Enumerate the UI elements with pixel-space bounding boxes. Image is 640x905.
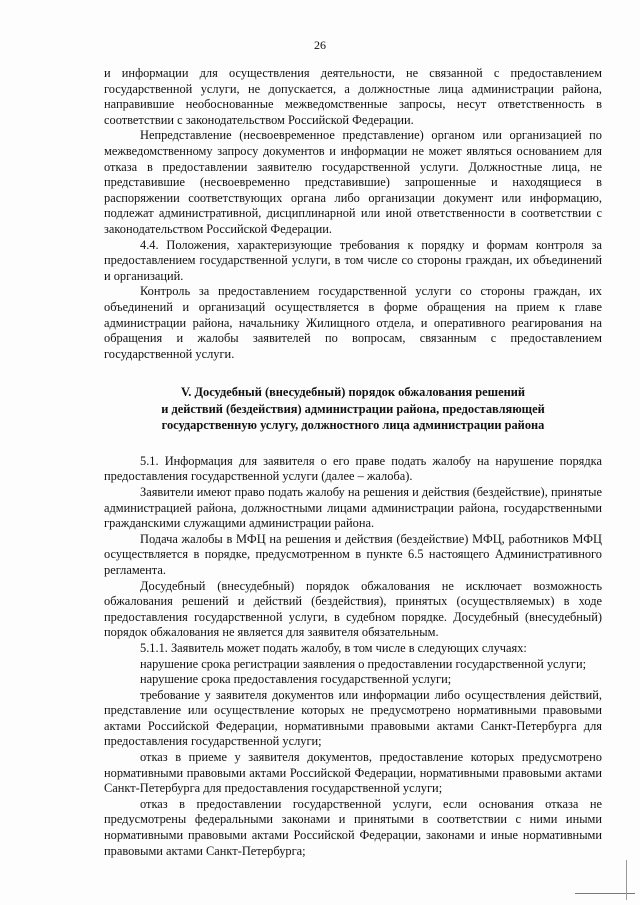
page-number: 26 (314, 38, 326, 52)
paragraph-clause-4-4: 4.4. Положения, характеризующие требования к порядку и формам контроля за предоставлением государственной услуги, в том числе со стороны граждан, их объединений и организаций. (104, 237, 602, 283)
section-heading-line: государственную услугу, должностного лица администрации района (161, 418, 545, 433)
paragraph: Подача жалобы в МФЦ на решения и действия (бездействие) МФЦ, работников МФЦ осуществляется в порядке, предусмотренном в пункте 6.5 настоящего Административного регламента. (104, 531, 602, 577)
section-heading (104, 384, 602, 434)
section-heading-line: и действий (бездействия) администрации района, предоставляющей (161, 401, 545, 416)
list-item: требование у заявителя документов или информации либо осуществления действий, представление или осуществление которых не предусмотрено нормативными правовыми актами Российской Федерации, нормативными правовыми актами Санкт-Петербурга для предоставления государственной услуги; (104, 687, 602, 749)
paragraph-clause-5-1: 5.1. Информация для заявителя о его праве подать жалобу на нарушение порядка предоставления государственной услуги (далее – жалоба). (104, 453, 602, 484)
document-body (104, 66, 602, 859)
section-heading-line: V. Досудебный (внесудебный) порядок обжалования решений (180, 385, 526, 400)
paragraph-continuation: и информации для осуществления деятельности, не связанной с предоставлением государственной услуги, не допускается, а должностные лица администрации района, направившие необоснованные межведомственные запросы, несут ответственность в соответствии с законодательством Российской Федерации. (104, 66, 602, 127)
list-item: отказ в приеме у заявителя документов, предоставление которых предусмотрено нормативными правовыми актами Российской Федерации, нормативными правовыми актами Санкт-Петербурга для предоставления государственной услуги; (104, 750, 602, 796)
paragraph: Заявители имеют право подать жалобу на решения и действия (бездействие), принятые администрацией района, должностными лицами администрации района, государственными гражданскими служащими администрации района. (104, 484, 602, 531)
paragraph: Непредставление (несвоевременное представление) органом или организацией по межведомственному запросу документов и информации не может являться основанием для отказа в предоставлении заявителю государственной услуги. Должностные лица, не представившие (несвоевременно представившие) запрошенные и находящиеся в распоряжении соответствующих органа либо организации документ или информацию, подлежат административной, дисциплинарной или иной ответственности в соответствии с законодательством Российской Федерации. (104, 128, 602, 236)
scan-artifact-edge (626, 860, 627, 900)
list-item: нарушение срока регистрации заявления о предоставлении государственной услуги; (140, 656, 587, 671)
list-item: нарушение срока предоставления государственной услуги; (140, 672, 452, 687)
paragraph: Контроль за предоставлением государственной услуги со стороны граждан, их объединений и организаций осуществляется в форме обращения на прием к главе администрации района, начальнику Жилищного отдела, и оперативного реагирования на обращения и жалобы заявителей по вопросам, связанным с предоставлением государственной услуги. (104, 284, 602, 361)
paragraph: Досудебный (внесудебный) порядок обжалования не исключает возможность обжалования решений и действий (бездействия), принятых (осуществляемых) в ходе предоставления государственной услуги, в судебном порядке. Досудебный (внесудебный) порядок обжалования не является для заявителя обязательным. (104, 578, 602, 640)
list-item: отказ в предоставлении государственной услуги, если основания отказа не предусмотрены федеральными законами и принятыми в соответствии с ними иными нормативными правовыми актами Российской Федерации, законами и иные нормативными правовыми актами Санкт-Петербурга; (104, 796, 602, 858)
paragraph-clause-5-1-1: 5.1.1. Заявитель может подать жалобу, в том числе в следующих случаях: (140, 640, 527, 655)
